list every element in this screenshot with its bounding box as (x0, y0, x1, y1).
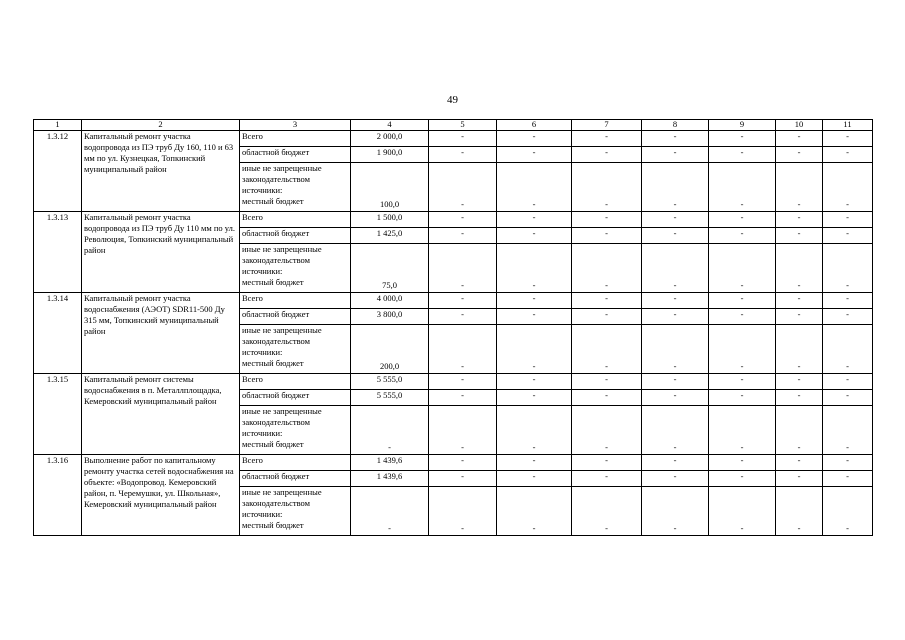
value-cell: - (572, 244, 642, 293)
table-row (34, 374, 873, 390)
value-cell: - (429, 212, 497, 228)
item-name: Капитальный ремонт системы водоснабжения в п. Металлплощадка, Кемеровский муниципальный район (82, 374, 240, 455)
value-cell: - (429, 455, 497, 471)
value-cell: - (572, 163, 642, 212)
funding-source-line: областной бюджет (242, 309, 310, 319)
value-cell: - (776, 212, 823, 228)
amount-cell: 1 900,0 (351, 147, 429, 163)
table-row (34, 212, 873, 228)
value-cell: - (823, 147, 873, 163)
funding-source (240, 163, 351, 212)
value-cell: - (823, 374, 873, 390)
value-cell: - (709, 212, 776, 228)
value-cell: - (642, 390, 709, 406)
value-cell: - (429, 487, 497, 536)
value-cell: - (429, 406, 497, 455)
value-cell: - (429, 471, 497, 487)
value-cell: - (572, 471, 642, 487)
amount-cell: - (351, 487, 429, 536)
column-header: 8 (642, 120, 709, 131)
funding-source-line: источники: (242, 509, 283, 519)
value-cell: - (776, 390, 823, 406)
funding-source-line: Всего (242, 293, 263, 303)
amount-cell: 75,0 (351, 244, 429, 293)
value-cell: - (776, 147, 823, 163)
funding-source-line: источники: (242, 185, 283, 195)
amount-cell: 200,0 (351, 325, 429, 374)
amount-cell: 5 555,0 (351, 374, 429, 390)
value-cell: - (709, 325, 776, 374)
column-header: 11 (823, 120, 873, 131)
amount-cell: 1 439,6 (351, 455, 429, 471)
funding-source-line: иные не запрещенные (242, 325, 322, 335)
value-cell: - (497, 147, 572, 163)
value-cell: - (642, 406, 709, 455)
value-cell: - (572, 374, 642, 390)
item-name: Капитальный ремонт участка водопровода из ПЭ труб Ду 110 мм по ул. Революция, Топкинский муниципальный район (82, 212, 240, 293)
value-cell: - (709, 406, 776, 455)
amount-cell: 4 000,0 (351, 293, 429, 309)
funding-source-line: источники: (242, 266, 283, 276)
value-cell: - (429, 163, 497, 212)
value-cell: - (709, 131, 776, 147)
column-header: 6 (497, 120, 572, 131)
funding-source-line: законодательством (242, 498, 311, 508)
value-cell: - (642, 228, 709, 244)
value-cell: - (572, 228, 642, 244)
funding-source (240, 406, 351, 455)
item-code: 1.3.14 (34, 293, 82, 374)
value-cell: - (776, 487, 823, 536)
funding-source-line: законодательством (242, 336, 311, 346)
value-cell: - (776, 228, 823, 244)
value-cell: - (497, 131, 572, 147)
value-cell: - (429, 228, 497, 244)
value-cell: - (429, 293, 497, 309)
funding-source (240, 471, 351, 487)
funding-source (240, 309, 351, 325)
value-cell: - (642, 212, 709, 228)
funding-source (240, 212, 351, 228)
value-cell: - (429, 374, 497, 390)
value-cell: - (572, 406, 642, 455)
funding-source-line: Всего (242, 131, 263, 141)
funding-source-line: местный бюджет (242, 439, 304, 449)
item-name: Выполнение работ по капитальному ремонту участка сетей водоснабжения на объекте: «Водопровод. Кемеровский район, п. Черемушки, ул. Школьная», Кемеровский муниципальный район (82, 455, 240, 536)
funding-source-line: Всего (242, 212, 263, 222)
value-cell: - (709, 147, 776, 163)
value-cell: - (572, 487, 642, 536)
value-cell: - (776, 131, 823, 147)
value-cell: - (776, 163, 823, 212)
value-cell: - (776, 406, 823, 455)
value-cell: - (429, 390, 497, 406)
value-cell: - (429, 131, 497, 147)
value-cell: - (709, 374, 776, 390)
funding-source (240, 374, 351, 390)
funding-source (240, 244, 351, 293)
column-header: 4 (351, 120, 429, 131)
page-number: 49 (447, 94, 458, 106)
value-cell: - (642, 163, 709, 212)
funding-source-line: областной бюджет (242, 228, 310, 238)
item-name: Капитальный ремонт участка водопровода из ПЭ труб Ду 160, 110 и 63 мм по ул. Кузнецкая, Топкинский муниципальный район (82, 131, 240, 212)
value-cell: - (642, 325, 709, 374)
value-cell: - (776, 325, 823, 374)
column-header: 7 (572, 120, 642, 131)
funding-source-line: источники: (242, 428, 283, 438)
funding-source (240, 487, 351, 536)
funding-source-line: законодательством (242, 255, 311, 265)
funding-source-line: местный бюджет (242, 520, 304, 530)
funding-source-line: местный бюджет (242, 277, 304, 287)
column-header: 5 (429, 120, 497, 131)
value-cell: - (709, 228, 776, 244)
value-cell: - (497, 228, 572, 244)
item-code: 1.3.15 (34, 374, 82, 455)
funding-source (240, 228, 351, 244)
value-cell: - (823, 212, 873, 228)
amount-cell: 1 425,0 (351, 228, 429, 244)
value-cell: - (823, 131, 873, 147)
table-row (34, 455, 873, 471)
funding-source-line: законодательством (242, 174, 311, 184)
value-cell: - (776, 244, 823, 293)
amount-cell: 5 555,0 (351, 390, 429, 406)
table-row (34, 131, 873, 147)
funding-source-line: иные не запрещенные (242, 163, 322, 173)
amount-cell: - (351, 406, 429, 455)
amount-cell: 3 800,0 (351, 309, 429, 325)
column-header: 2 (82, 120, 240, 131)
item-code: 1.3.13 (34, 212, 82, 293)
table-row (34, 293, 873, 309)
value-cell: - (776, 471, 823, 487)
value-cell: - (823, 471, 873, 487)
funding-source-line: местный бюджет (242, 358, 304, 368)
value-cell: - (776, 309, 823, 325)
value-cell: - (497, 455, 572, 471)
funding-source-line: областной бюджет (242, 147, 310, 157)
value-cell: - (572, 325, 642, 374)
value-cell: - (429, 309, 497, 325)
column-header: 9 (709, 120, 776, 131)
value-cell: - (823, 163, 873, 212)
value-cell: - (823, 406, 873, 455)
value-cell: - (572, 212, 642, 228)
funding-source (240, 455, 351, 471)
funding-source-line: иные не запрещенные (242, 244, 322, 254)
item-code: 1.3.12 (34, 131, 82, 212)
funding-source-line: иные не запрещенные (242, 406, 322, 416)
value-cell: - (823, 228, 873, 244)
value-cell: - (497, 293, 572, 309)
funding-source-line: источники: (242, 347, 283, 357)
value-cell: - (497, 390, 572, 406)
funding-source-line: местный бюджет (242, 196, 304, 206)
column-header: 10 (776, 120, 823, 131)
value-cell: - (823, 309, 873, 325)
value-cell: - (572, 309, 642, 325)
value-cell: - (709, 309, 776, 325)
value-cell: - (823, 487, 873, 536)
value-cell: - (709, 471, 776, 487)
funding-source-line: Всего (242, 374, 263, 384)
item-name: Капитальный ремонт участка водоснабжения (АЭОТ) SDR11-500 Ду 315 мм, Топкинский муниципальный район (82, 293, 240, 374)
value-cell: - (572, 131, 642, 147)
funding-source-line: иные не запрещенные (242, 487, 322, 497)
column-header: 1 (34, 120, 82, 131)
value-cell: - (572, 390, 642, 406)
value-cell: - (709, 455, 776, 471)
value-cell: - (776, 455, 823, 471)
column-number-row (34, 120, 873, 131)
value-cell: - (642, 244, 709, 293)
funding-source-line: областной бюджет (242, 390, 310, 400)
funding-source-line: Всего (242, 455, 263, 465)
value-cell: - (497, 309, 572, 325)
value-cell: - (823, 244, 873, 293)
value-cell: - (776, 293, 823, 309)
value-cell: - (429, 244, 497, 293)
funding-source-line: законодательством (242, 417, 311, 427)
value-cell: - (823, 390, 873, 406)
value-cell: - (642, 487, 709, 536)
budget-table (33, 119, 873, 536)
table-body (34, 131, 873, 536)
value-cell: - (823, 455, 873, 471)
value-cell: - (497, 406, 572, 455)
funding-source (240, 293, 351, 309)
value-cell: - (497, 325, 572, 374)
value-cell: - (776, 374, 823, 390)
value-cell: - (572, 293, 642, 309)
value-cell: - (497, 244, 572, 293)
amount-cell: 2 000,0 (351, 131, 429, 147)
value-cell: - (429, 325, 497, 374)
value-cell: - (497, 487, 572, 536)
value-cell: - (497, 163, 572, 212)
value-cell: - (823, 293, 873, 309)
funding-source (240, 131, 351, 147)
value-cell: - (429, 147, 497, 163)
value-cell: - (497, 374, 572, 390)
value-cell: - (709, 293, 776, 309)
amount-cell: 1 439,6 (351, 471, 429, 487)
value-cell: - (709, 487, 776, 536)
funding-source (240, 325, 351, 374)
amount-cell: 1 500,0 (351, 212, 429, 228)
value-cell: - (642, 471, 709, 487)
value-cell: - (572, 147, 642, 163)
column-header: 3 (240, 120, 351, 131)
item-code: 1.3.16 (34, 455, 82, 536)
value-cell: - (709, 163, 776, 212)
value-cell: - (642, 147, 709, 163)
value-cell: - (642, 293, 709, 309)
value-cell: - (642, 455, 709, 471)
value-cell: - (642, 131, 709, 147)
value-cell: - (642, 309, 709, 325)
value-cell: - (709, 244, 776, 293)
value-cell: - (709, 390, 776, 406)
value-cell: - (497, 471, 572, 487)
value-cell: - (572, 455, 642, 471)
funding-source (240, 147, 351, 163)
value-cell: - (497, 212, 572, 228)
funding-source-line: областной бюджет (242, 471, 310, 481)
funding-source (240, 390, 351, 406)
value-cell: - (642, 374, 709, 390)
value-cell: - (823, 325, 873, 374)
amount-cell: 100,0 (351, 163, 429, 212)
